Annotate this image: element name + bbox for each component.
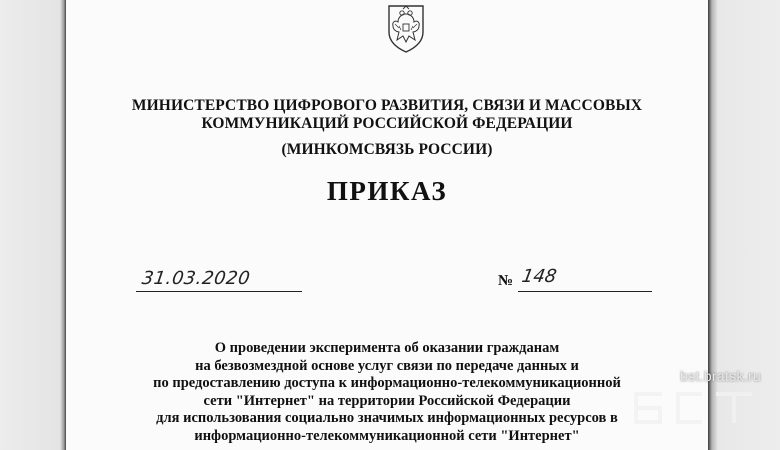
number-sign: № [498,273,514,289]
bst-logo-icon [628,390,758,426]
ministry-name-line-1: МИНИСТЕРСТВО ЦИФРОВОГО РАЗВИТИЯ, СВЯЗИ И МАССОВЫХ [131,97,643,114]
subject-line-5: для использования социально значимых информационных ресурсов в [156,410,618,426]
subject-line-4: сети "Интернет" на территории Российской Федерации [203,392,571,409]
watermark [628,368,773,438]
order-number: 148 [520,266,559,287]
ministry-short-name: (МИНКОМСВЯЗЬ РОССИИ) [281,141,493,158]
subject-line-6: информационно-телекоммуникационной сети "Интернет" [194,427,580,444]
document-page [66,0,708,450]
background-left-edge [0,0,66,450]
ministry-name-line-2: КОММУНИКАЦИЙ РОССИЙСКОЙ ФЕДЕРАЦИИ [201,115,573,132]
watermark-url: bst.bratsk.ru [680,368,761,384]
number-underline [518,291,652,292]
subject-line-1: О проведении эксперимента об оказании гражданам [214,340,560,356]
order-date: 31.03.2020 [140,268,252,289]
subject-line-2: на безвозмездной основе услуг связи по передаче данных и [195,357,579,374]
order-subject [66,340,708,445]
document-type-title: ПРИКАЗ [326,176,448,206]
subject-line-3: по предоставлению доступа к информационно-телекоммуникационной [153,375,621,391]
date-underline [136,291,302,292]
coat-of-arms-icon [383,2,429,54]
